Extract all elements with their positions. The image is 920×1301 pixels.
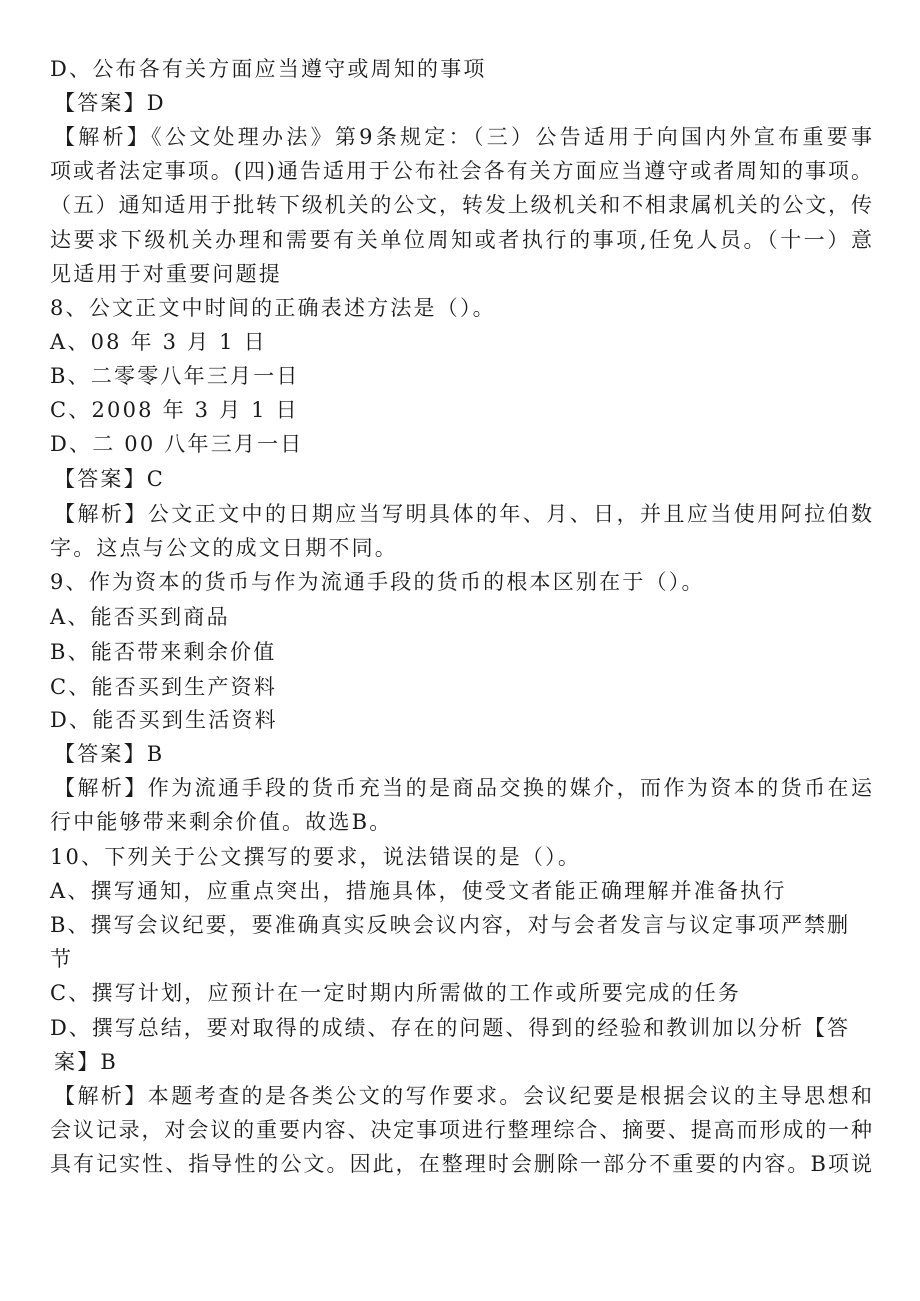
answer-line: 【答案】D — [54, 91, 166, 115]
text-line: 节 — [50, 947, 74, 971]
option-line: D、撰写总结，要对取得的成绩、存在的问题、得到的经验和教训加以分析【答 — [50, 1016, 848, 1040]
option-line: B、撰写会议纪要，要准确真实反映会议内容，对与会者发言与议定事项严禁删 — [50, 913, 848, 937]
text-line: 【解析】《公文处理办法》第9条规定：（三）公告适用于向国内外宣布重要事 — [54, 125, 872, 149]
text-line: 具有记实性、指导性的公文。因此，在整理时会删除一部分不重要的内容。B项说 — [50, 1152, 872, 1176]
text-line: 行中能够带来剩余价值。故选B。 — [50, 810, 393, 834]
option-line: C、撰写计划，应预计在一定时期内所需做的工作或所要完成的任务 — [50, 981, 742, 1005]
option-line: A、08 年 3 月 1 日 — [50, 330, 267, 354]
text-line: 【解析】作为流通手段的货币充当的是商品交换的媒介，而作为资本的货币在运 — [54, 776, 872, 800]
option-line: C、能否买到生产资料 — [50, 675, 278, 699]
text-line: 见适用于对重要问题提 — [50, 262, 282, 286]
option-line: D、能否买到生活资料 — [50, 708, 278, 732]
answer-line: 案】B — [54, 1050, 119, 1074]
text-line: 达要求下级机关办理和需要有关单位周知或者执行的事项,任免人员。（十一）意 — [50, 228, 872, 252]
text-line: 会议记录，对会议的重要内容、决定事项进行整理综合、摘要、提高而形成的一种 — [50, 1118, 872, 1142]
option-line: A、能否买到商品 — [50, 605, 230, 629]
option-line: A、撰写通知，应重点突出，措施具体，使受文者能正确理解并准备执行 — [50, 879, 787, 903]
text-line: 字。这点与公文的成文日期不同。 — [50, 536, 398, 560]
text-line: D、公布各有关方面应当遵守或周知的事项 — [50, 57, 487, 81]
option-line: B、二零零八年三月一日 — [50, 364, 300, 388]
option-line: B、能否带来剩余价值 — [50, 640, 277, 664]
text-line: 【解析】本题考查的是各类公文的写作要求。会议纪要是根据会议的主导思想和 — [54, 1084, 872, 1108]
answer-line: 【答案】B — [54, 742, 165, 766]
answer-line: 【答案】C — [54, 467, 166, 491]
question-line: 10、下列关于公文撰写的要求，说法错误的是（）。 — [50, 845, 582, 869]
question-line: 8、公文正文中时间的正确表述方法是（）。 — [50, 296, 496, 320]
question-line: 9、作为资本的货币与作为流通手段的货币的根本区别在于（）。 — [50, 570, 705, 594]
text-line: （五）通知适用于批转下级机关的公文，转发上级机关和不相隶属机关的公文，传 — [50, 193, 872, 217]
option-line: C、2008 年 3 月 1 日 — [50, 398, 299, 422]
text-line: 【解析】公文正文中的日期应当写明具体的年、月、日，并且应当使用阿拉伯数 — [54, 502, 872, 526]
option-line: D、二 00 八年三月一日 — [50, 432, 304, 456]
text-line: 项或者法定事项。(四)通告适用于公布社会各有关方面应当遵守或者周知的事项。 — [50, 159, 872, 183]
